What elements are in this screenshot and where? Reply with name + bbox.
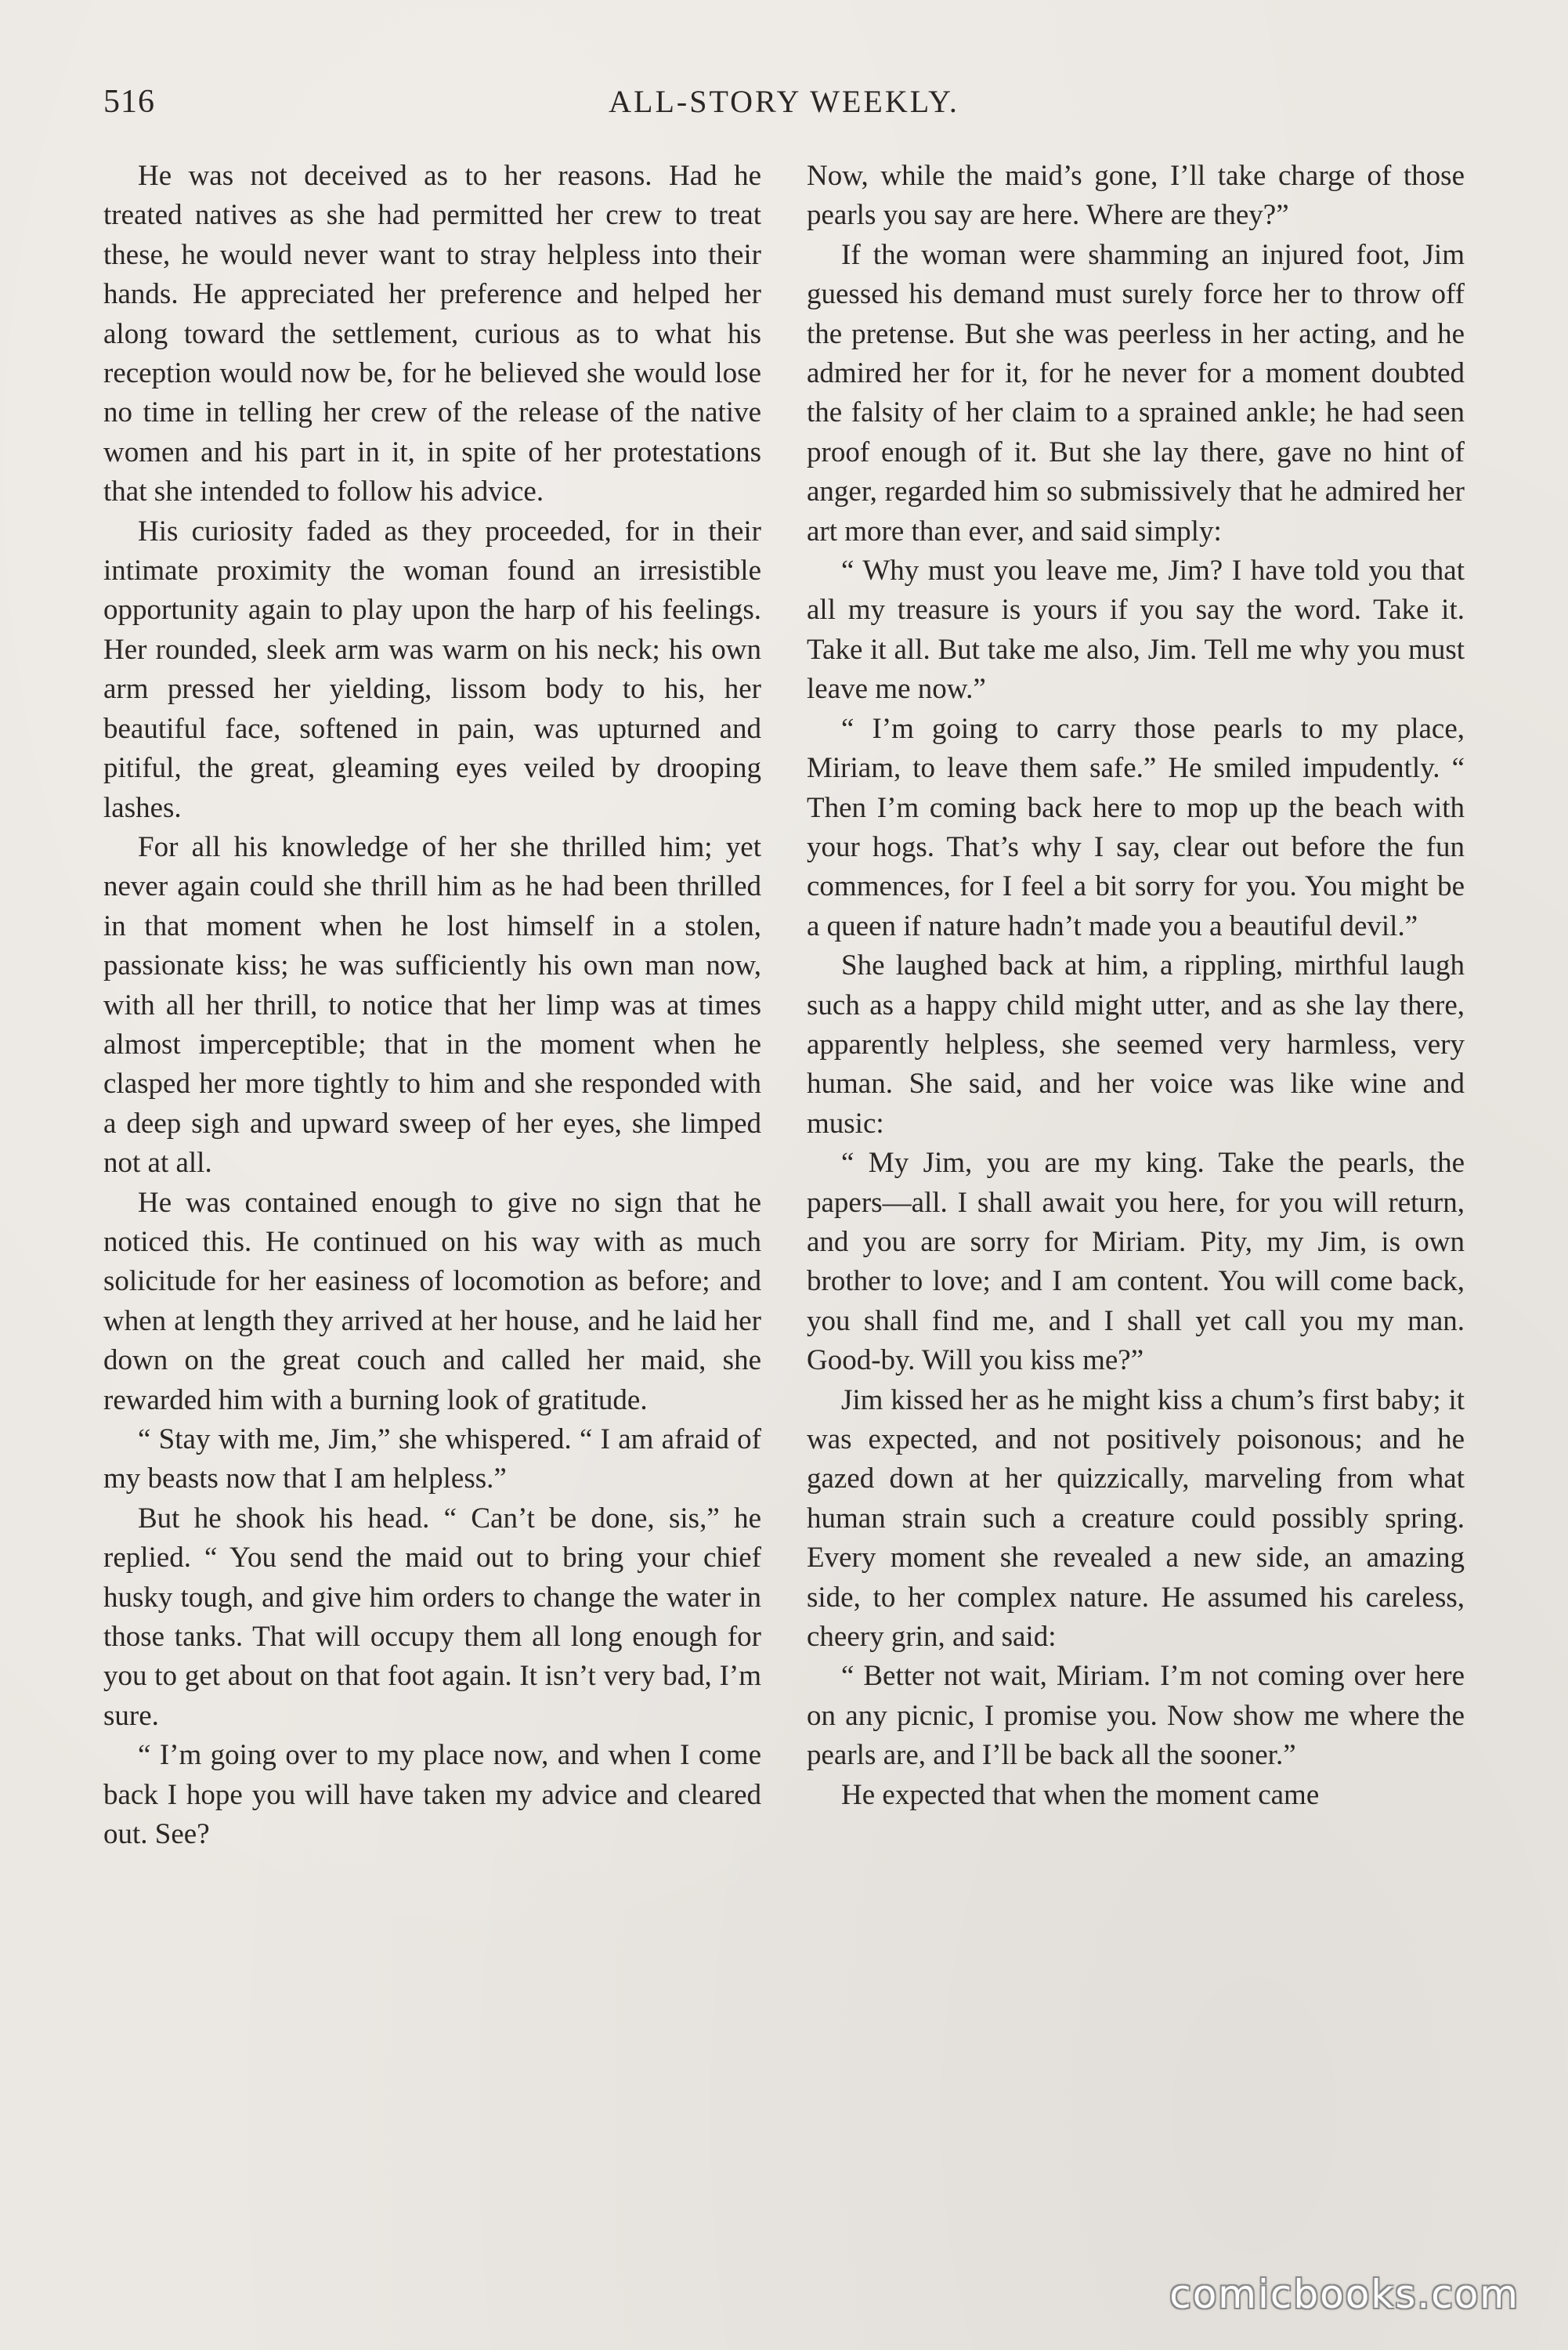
paragraph: “ Why must you leave me, Jim? I have told you that all my treasure is yours if you say the word. Take it. Take it all. But take me also, Jim. Tell me why you must leave me now.” <box>807 555 1465 706</box>
watermark: comicbooks.com <box>1169 2272 1519 2317</box>
paragraph: “ Stay with me, Jim,” she whispered. “ I am afraid of my beasts now that I am helpless.” <box>103 1423 761 1495</box>
paragraph: He was not deceived as to her reasons. Had he treated natives as she had permitted her crew to treat these, he would never want to stray helpless into their hands. He appreciated her preference and helped her along toward the settlement, curious as to what his reception would now be, for he believed she would lose no time in telling her crew of the release of the native women and his part in it, in spite of her protestations that she intended to follow his advice. <box>103 160 761 508</box>
page-header <box>103 83 1465 130</box>
paragraph: He expected that when the moment came <box>841 1778 1320 1811</box>
paragraph: She laughed back at him, a rippling, mirthful laugh such as a happy child might utter, and as she lay there, apparently helpless, she seemed very harmless, very human. She said, and her voice was like wine and music: <box>807 949 1465 1140</box>
left-column <box>103 157 761 2272</box>
paragraph: If the woman were shamming an injured foot, Jim guessed his demand must surely force her to throw off the pretense. But she was peerless in her acting, and he admired her for it, for he never for a moment doubted the falsity of her claim to a sprained ankle; he had seen proof enough of it. But she lay there, gave no hint of anger, regarded him so submissively that he admired her art more than ever, and said simply: <box>807 238 1465 548</box>
running-head: ALL-STORY WEEKLY. <box>609 84 959 119</box>
paragraph: “ My Jim, you are my king. Take the pearls, the papers—all. I shall await you here, for you will return, and you are sorry for Miriam. Pity, my Jim, is own brother to love; and I am content. You will come back, you shall find me, and I shall yet call you my man. Good-by. Will you kiss me?” <box>807 1147 1465 1377</box>
paragraph: “ Better not wait, Miriam. I’m not coming over here on any picnic, I promise you. Now show me where the pearls are, and I’ll be back all the sooner.” <box>807 1660 1465 1772</box>
paragraph-continuation: Now, while the maid’s gone, I’ll take charge of those pearls you say are here. Where are they?” <box>807 160 1465 232</box>
paragraph: He was contained enough to give no sign that he noticed this. He continued on his way with as much solicitude for her easiness of locomotion as before; and when at length they arrived at her house, and he laid her down on the great couch and called her maid, she rewarded him with a burning look of gratitude. <box>103 1186 761 1416</box>
paragraph: For all his knowledge of her she thrilled him; yet never again could she thrill him as he had been thrilled in that moment when he lost himself in a stolen, passionate kiss; he was sufficiently his own man now, with all her thrill, to notice that her limp was at times almost imperceptible; that in the moment when he clasped her more tightly to him and she responded with a deep sigh and upward sweep of her eyes, she limped not at all. <box>103 830 761 1180</box>
paragraph: But he shook his head. “ Can’t be done, sis,” he replied. “ You send the maid out to bring your chief husky tough, and give him orders to change the water in those tanks. That will occupy them all long enough for you to get about on that foot again. It isn’t very bad, I’m sure. <box>103 1502 761 1732</box>
text-columns <box>103 157 1465 2272</box>
page-number: 516 <box>103 84 155 120</box>
right-column <box>807 157 1465 2272</box>
paragraph: His curiosity faded as they proceeded, for in their intimate proximity the woman found an irresistible opportunity again to play upon the harp of his feelings. Her rounded, sleek arm was warm on his neck; his own arm pressed her yielding, lissom body to his, her beautiful face, softened in pain, was upturned and pitiful, the great, gleaming eyes veiled by drooping lashes. <box>103 515 761 824</box>
paragraph: “ I’m going to carry those pearls to my place, Miriam, to leave them safe.” He smiled impudently. “ Then I’m coming back here to mop up the beach with your hogs. That’s why I say, clear out before the fun commences, for I feel a bit sorry for you. You might be a queen if nature hadn’t made you a beautiful devil.” <box>807 712 1465 942</box>
paragraph: Jim kissed her as he might kiss a chum’s first baby; it was expected, and not positively poisonous; and he gazed down at her quizzically, marveling from what human strain such a creature could possibly spring. Every moment she revealed a new side, an amazing side, to her complex nature. He assumed his careless, cheery grin, and said: <box>807 1383 1465 1654</box>
paragraph: “ I’m going over to my place now, and when I come back I hope you will have taken my advice and cleared out. See? <box>103 1739 761 1851</box>
